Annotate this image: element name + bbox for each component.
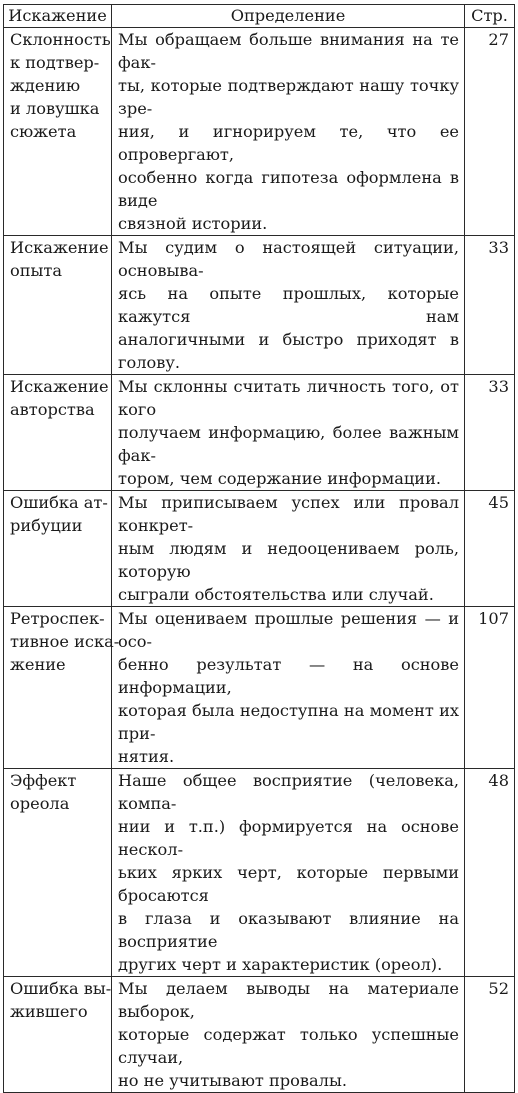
definition-line: ты, которые подтверждают нашу точку зре- — [118, 76, 459, 118]
definition-line: которая была недоступна на момент их при- — [118, 701, 459, 743]
bias-name-line: и ловушка — [10, 99, 100, 118]
bias-name-line: Склонность — [10, 30, 111, 49]
definition-line: сыграли обстоятельства или случай. — [118, 585, 434, 604]
header-bias: Искажение — [4, 5, 112, 28]
bias-name-line: ореола — [10, 794, 70, 813]
definition-line: других черт и характеристик (ореол). — [118, 955, 443, 974]
bias-name-cell — [4, 236, 112, 375]
definition-cell — [112, 607, 465, 769]
page-number-cell: 33 — [465, 236, 515, 375]
biases-table — [3, 4, 515, 1093]
bias-name-line: сюжета — [10, 122, 77, 141]
bias-name-line: Ретроспек- — [10, 609, 105, 628]
bias-name-cell — [4, 28, 112, 236]
bias-name-cell — [4, 977, 112, 1093]
bias-name-line: жившего — [10, 1002, 88, 1021]
table-row — [4, 236, 515, 375]
definition-line: Мы делаем выводы на материале выборок, — [118, 979, 459, 1021]
page-number-cell: 33 — [465, 375, 515, 491]
page-number-cell: 48 — [465, 769, 515, 977]
bias-name-line: ждению — [10, 76, 81, 95]
bias-name-line: рибуции — [10, 516, 83, 535]
definition-line: которые содержат только успешные случаи, — [118, 1025, 459, 1067]
page-number-cell: 52 — [465, 977, 515, 1093]
definition-line: ным людям и недооцениваем роль, которую — [118, 539, 459, 581]
definition-line: связной истории. — [118, 214, 268, 233]
header-page: Стр. — [465, 5, 515, 28]
bias-name-line: Ошибка ат- — [10, 493, 108, 512]
definition-line: Мы приписываем успех или провал конкрет- — [118, 493, 459, 535]
header-definition: Определение — [112, 5, 465, 28]
definition-line: Мы обращаем больше внимания на те фак- — [118, 30, 459, 72]
definition-line: нии и т.п.) формируется на основе нескол- — [118, 817, 459, 859]
definition-cell — [112, 236, 465, 375]
bias-name-line: Искажение — [10, 377, 109, 396]
header-row — [4, 5, 515, 28]
page-number-cell: 107 — [465, 607, 515, 769]
table-row — [4, 375, 515, 491]
definition-line: ясь на опыте прошлых, которые кажутся нам — [118, 284, 459, 326]
definition-line: Мы оцениваем прошлые решения — и осо- — [118, 609, 459, 651]
definition-line: Мы судим о настоящей ситуации, основыва- — [118, 238, 459, 280]
bias-name-cell — [4, 375, 112, 491]
definition-line: ния, и игнорируем те, что ее опровергают, — [118, 122, 459, 164]
definition-cell — [112, 375, 465, 491]
definition-cell — [112, 769, 465, 977]
bias-name-line: Эффект — [10, 771, 77, 790]
table-body — [4, 28, 515, 1093]
definition-line: особенно когда гипотеза оформлена в виде — [118, 168, 459, 210]
bias-name-line: опыта — [10, 261, 63, 280]
definition-line: тором, чем содержание информации. — [118, 469, 442, 488]
definition-line: бенно результат — на основе информации, — [118, 655, 459, 697]
table-row — [4, 769, 515, 977]
bias-name-cell — [4, 769, 112, 977]
bias-name-line: жение — [10, 655, 66, 674]
definition-line: ьких ярких черт, которые первыми бросаются — [118, 863, 459, 905]
bias-name-line: Искажение — [10, 238, 109, 257]
definition-line: в глаза и оказывают влияние на восприятие — [118, 909, 459, 951]
definition-cell — [112, 977, 465, 1093]
definition-line: Мы склонны считать личность того, от кого — [118, 377, 459, 419]
table-row — [4, 977, 515, 1093]
definition-cell — [112, 28, 465, 236]
definition-line: аналогичными и быстро приходят в голову. — [118, 330, 459, 372]
definition-line: получаем информацию, более важным фак- — [118, 423, 459, 465]
page-number-cell: 45 — [465, 491, 515, 607]
table-row — [4, 607, 515, 769]
bias-name-line: тивное иска- — [10, 632, 120, 651]
bias-name-line: к подтвер- — [10, 53, 100, 72]
page-number-cell: 27 — [465, 28, 515, 236]
bias-name-cell — [4, 607, 120, 769]
definition-cell — [112, 491, 465, 607]
bias-name-cell — [4, 491, 112, 607]
definition-line: Наше общее восприятие (человека, компа- — [118, 771, 459, 813]
definition-line: нятия. — [118, 747, 175, 766]
definition-line: но не учитывают провалы. — [118, 1071, 347, 1090]
bias-name-line: авторства — [10, 400, 95, 419]
table-row — [4, 28, 515, 236]
bias-name-line: Ошибка вы- — [10, 979, 112, 998]
table-row — [4, 491, 515, 607]
